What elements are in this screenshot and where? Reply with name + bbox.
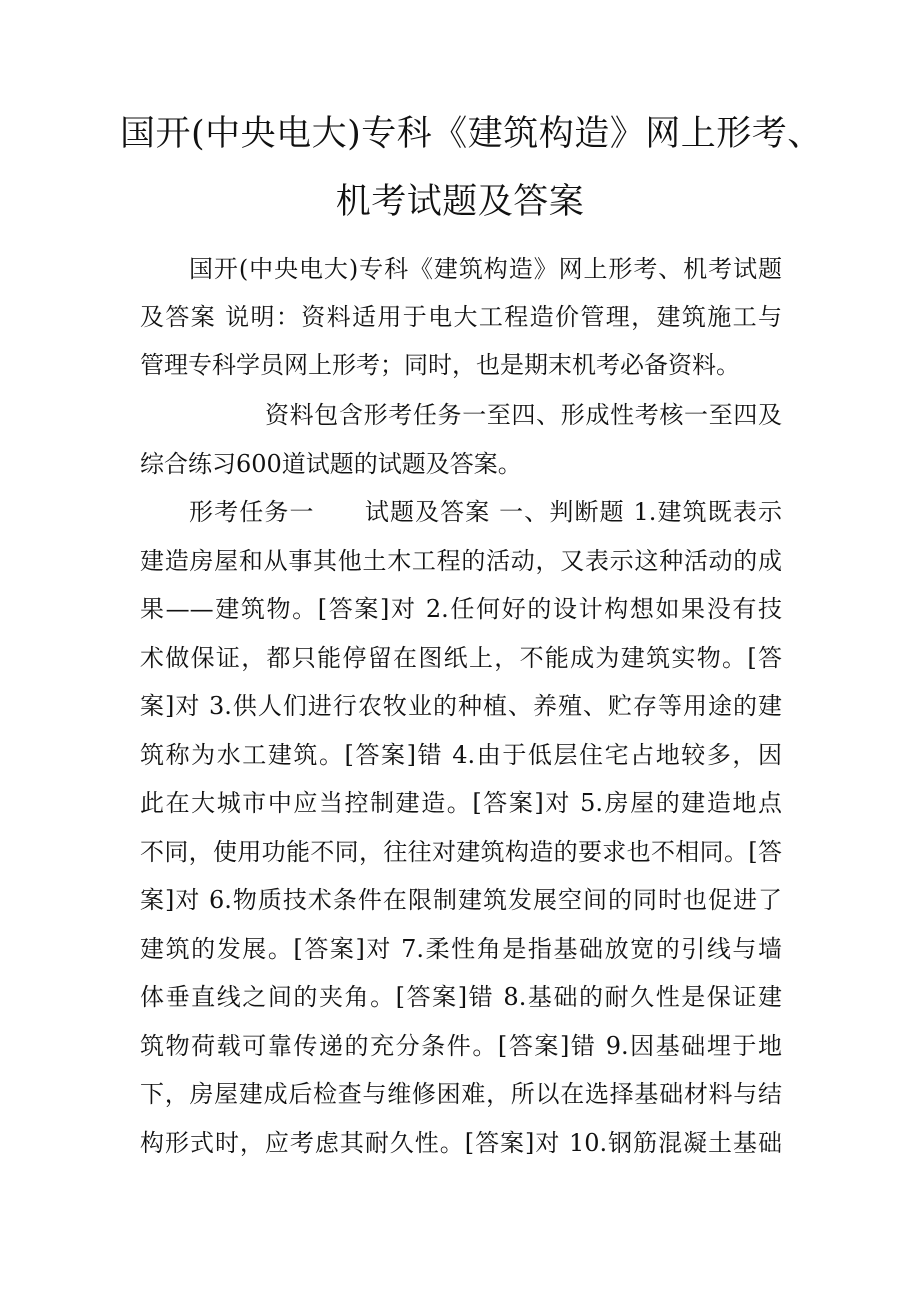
paragraph-line: 国开(中央电大)专科《建筑构造》网上形考、机考试题	[189, 255, 782, 283]
paragraph-line: 筑物荷载可靠传递的充分条件。[答案]错 9.因基础埋于地	[140, 1032, 782, 1060]
document-title-line-2: 机考试题及答案	[335, 182, 585, 222]
paragraph-line: 及答案 说明：资料适用于电大工程造价管理，建筑施工与	[140, 303, 782, 331]
paragraph-line: 管理专科学员网上形考；同时，也是期末机考必备资料。	[140, 351, 740, 379]
paragraph-line: 果——建筑物。[答案]对 2.任何好的设计构想如果没有技	[140, 595, 782, 623]
paragraph-line: 综合练习600道试题的试题及答案。	[140, 450, 522, 478]
paragraph-line: 筑称为水工建筑。[答案]错 4.由于低层住宅占地较多，因	[140, 741, 782, 769]
paragraph-line: 下，房屋建成后检查与维修困难，所以在选择基础材料与结	[140, 1080, 782, 1108]
paragraph-line: 不同，使用功能不同，往往对建筑构造的要求也不相同。[答	[140, 838, 782, 866]
paragraph-line: 术做保证，都只能停留在图纸上，不能成为建筑实物。[答	[140, 644, 782, 672]
paragraph-line: 构形式时，应考虑其耐久性。[答案]对 10.钢筋混凝土基础	[140, 1129, 782, 1157]
paragraph-line: 案]对 3.供人们进行农牧业的种植、养殖、贮存等用途的建	[140, 692, 782, 720]
paragraph-line: 资料包含形考任务一至四、形成性考核一至四及	[265, 401, 782, 429]
paragraph-line: 建造房屋和从事其他土木工程的活动，又表示这种活动的成	[140, 547, 782, 575]
document-title-line-1: 国开(中央电大)专科《建筑构造》网上形考、	[120, 114, 823, 154]
paragraph-line: 体垂直线之间的夹角。[答案]错 8.基础的耐久性是保证建	[140, 983, 782, 1011]
paragraph-line: 建筑的发展。[答案]对 7.柔性角是指基础放宽的引线与墙	[140, 935, 782, 963]
paragraph-line: 案]对 6.物质技术条件在限制建筑发展空间的同时也促进了	[140, 886, 782, 914]
paragraph-line: 此在大城市中应当控制建造。[答案]对 5.房屋的建造地点	[140, 789, 782, 817]
paragraph-line: 形考任务一 试题及答案 一、判断题 1.建筑既表示	[189, 498, 782, 526]
